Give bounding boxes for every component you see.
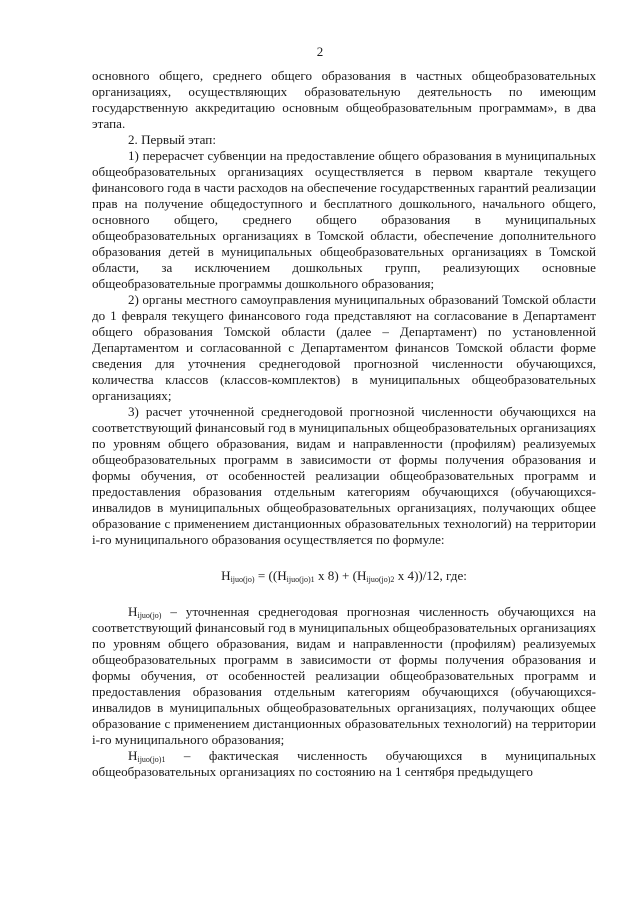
paragraph-stage-heading: 2. Первый этап: — [128, 132, 216, 147]
definition-text: – уточненная среднегодовая прогнозная численность обучающихся на соответствующий финансовый год в муниципальных общеобразовательных организациях по уровням общего образования, видам и направленности (профилям) реализуемых общеобразовательных программ в зависимости от формы получения образования и формы обучения, от особенностей реализации общеобразовательных программ и предоставления образования отдельным категориям обучающихся (обучающихся-инвалидов в муниципальных общеобразовательных организациях, получающих общее образование с применением дистанционных образовательных технологий) на территории i-го муниципального образования; — [92, 604, 597, 747]
document-body — [92, 68, 596, 780]
paragraph-item-2: 2) органы местного самоуправления муниципальных образований Томской области до 1 февраля текущего финансового года представляют на согласование в Департамент общего образования Томской области (далее – Департамент) по установленной Департаментом и согласованной с Департаментом финансов Томской области форме сведения для уточнения среднегодовой прогнозной численности обучающихся, количества классов (классов-комплектов) в муниципальных общеобразовательных организациях; — [92, 292, 596, 403]
definition-text: – фактическая численность обучающихся в муниципальных общеобразовательных организациях по состоянию на 1 сентября предыдущего — [92, 748, 596, 779]
definition-subscript: ijuo(jo)1 — [137, 755, 166, 764]
paragraph-item-1: 1) перерасчет субвенции на предоставление общего образования в муниципальных общеобразовательных организациях осуществляется в первом квартале текущего финансового года в части расходов на обеспечение государственных гарантий реализации прав на получение общедоступного и бесплатного дошкольного, начального общего, основного общего, среднего общего образования в муниципальных общеобразовательных организациях в Томской области, обеспечение дополнительного образования детей в муниципальных общеобразовательных организациях в Томской области, за исключением дошкольных групп, реализующих основные общеобразовательные программы дошкольного образования; — [92, 148, 596, 291]
definition-symbol: Н — [128, 604, 138, 619]
definition-subscript: ijuo(jo) — [137, 611, 162, 620]
definition-paragraph — [92, 748, 596, 780]
formula-subscript-2: ijuo(jo)2 — [366, 575, 395, 584]
formula-part-1: = ((Н — [254, 568, 287, 583]
definition-paragraph — [92, 604, 596, 748]
formula-part-2: х 8) + (Н — [314, 568, 367, 583]
paragraph-intro-continuation: основного общего, среднего общего образования в частных общеобразовательных организациях, осуществляющих образовательную деятельность по имеющим государственную аккредитацию основным общеобразовательным программам», в два этапа. — [92, 68, 596, 131]
formula-lhs-symbol: Н — [221, 568, 231, 583]
definition-symbol: Н — [128, 748, 138, 763]
formula-lhs-subscript: ijuo(jo) — [230, 575, 255, 584]
formula-subscript-1: ijuo(jo)1 — [286, 575, 315, 584]
formula — [92, 568, 596, 584]
page-number: 2 — [316, 44, 324, 59]
formula-part-3: х 4))/12, где: — [394, 568, 467, 583]
paragraph-item-3: 3) расчет уточненной среднегодовой прогнозной численности обучающихся на соответствующий финансовый год в муниципальных общеобразовательных организациях по уровням общего образования, видам и направленности (профилям) реализуемых общеобразовательных программ в зависимости от формы получения образования и формы обучения, от особенностей реализации общеобразовательных программ и предоставления образования отдельным категориям обучающихся (обучающихся-инвалидов в муниципальных общеобразовательных организациях, получающих общее образование с применением дистанционных образовательных технологий) на территории i-го муниципального образования осуществляется по формуле: — [92, 404, 597, 547]
